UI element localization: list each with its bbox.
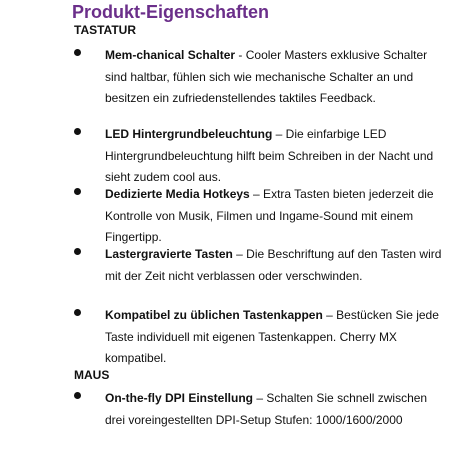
bullet-icon [74,49,81,56]
list-item-title: Dedizierte Media Hotkeys [105,187,250,201]
list-item-text [105,124,445,189]
list-item-description: - Cooler Masters exklusive Schalter sind haltbar, fühlen sich wie mechanische Schalter an und besitzen ein zufriedenstellendes taktiles Feedback. [105,48,428,105]
list-item-description: – Bestücken Sie jede Taste individuell mit eigenen Tastenkappen. Cherry MX kompatibel. [105,308,439,365]
list-item-description: – Extra Tasten bieten jederzeit die Kontrolle von Musik, Filmen und Ingame-Sound mit einem Fingertipp. [105,187,434,244]
bullet-icon [74,392,81,399]
list-item-title: Mem-chanical Schalter [105,48,236,62]
bullet-icon [74,188,81,195]
list-item-title: LED Hintergrundbeleuchtung [105,127,273,141]
list-item-text [105,184,445,249]
list-item-title: Kompatibel zu üblichen Tastenkappen [105,308,323,322]
bullet-icon [74,309,81,316]
list-item-description: – Schalten Sie schnell zwischen drei voreingestellten DPI-Setup Stufen: 1000/1600/2000 [105,391,428,427]
list-item-text [105,45,445,110]
list-item-description: – Die einfarbige LED Hintergrundbeleuchtung hilft beim Schreiben in der Nacht und sieht zudem cool aus. [105,127,434,184]
section-heading-maus: MAUS [74,368,110,382]
list-item-title: Lastergravierte Tasten [105,247,233,261]
list-item-description: – Die Beschriftung auf den Tasten wird mit der Zeit nicht verblassen oder verschwinden. [105,247,442,283]
list-item-text [105,305,445,370]
page-title: Produkt-Eigenschaften [72,2,270,22]
section-heading-tastatur: TASTATUR [74,23,136,37]
bullet-icon [74,248,81,255]
list-item-text [105,388,445,431]
list-item-title: On-the-fly DPI Einstellung [105,391,254,405]
list-item-text [105,244,445,287]
bullet-icon [74,128,81,135]
